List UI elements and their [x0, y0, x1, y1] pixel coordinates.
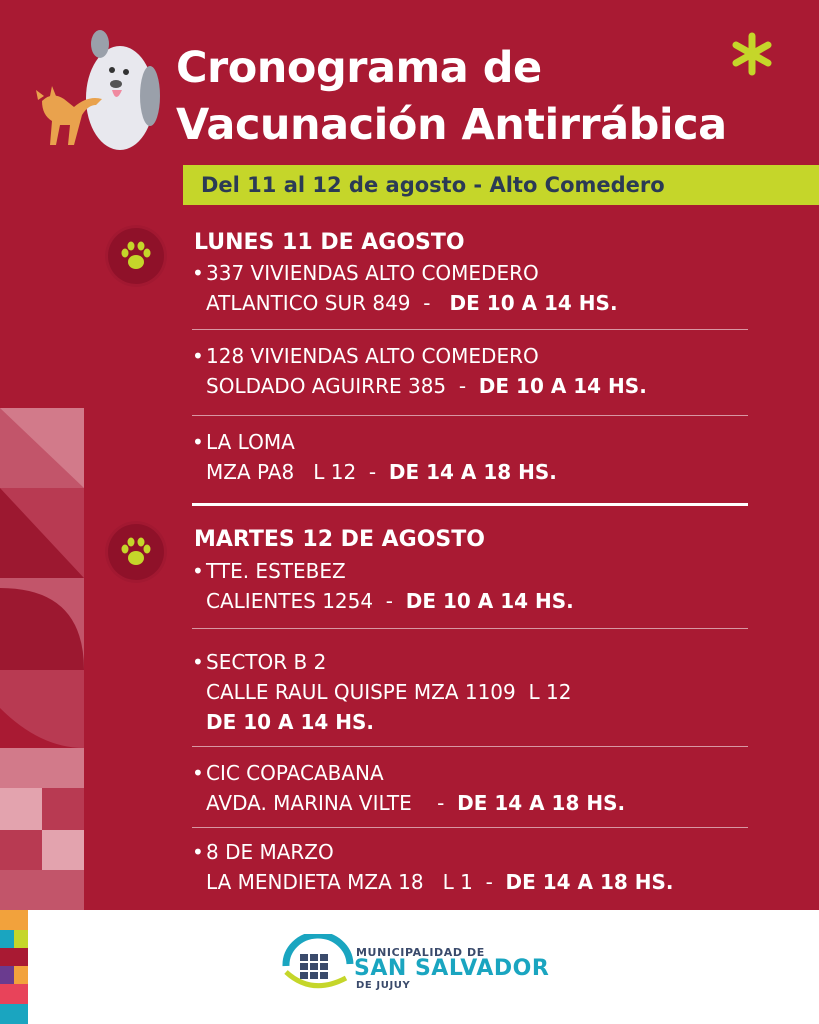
- decorative-geometric-panel: [0, 408, 84, 910]
- asterisk-icon: [728, 30, 776, 78]
- divider: [192, 415, 748, 416]
- bullet: •: [192, 344, 204, 368]
- day-divider: [192, 503, 748, 506]
- municipality-province: DE JUJUY: [356, 980, 411, 991]
- place-name: 337 VIVIENDAS ALTO COMEDERO: [206, 261, 539, 285]
- divider: [192, 827, 748, 828]
- title-line-2: Vacunación Antirrábica: [176, 100, 727, 150]
- address: SOLDADO AGUIRRE 385 -: [206, 374, 479, 398]
- municipality-name: SAN SALVADOR: [354, 956, 550, 981]
- list-item: [192, 758, 625, 818]
- day-heading-monday: LUNES 11 DE AGOSTO: [194, 230, 465, 255]
- address: CALIENTES 1254 -: [206, 589, 406, 613]
- place-name: 128 VIVIENDAS ALTO COMEDERO: [206, 344, 539, 368]
- place-name: SECTOR B 2: [206, 650, 327, 674]
- bullet: •: [192, 261, 204, 285]
- address: CALLE RAUL QUISPE MZA 1109 L 12: [206, 680, 572, 704]
- place-name: TTE. ESTEBEZ: [206, 559, 346, 583]
- hours: DE 14 A 18 HS.: [505, 870, 674, 894]
- bullet: •: [192, 650, 204, 674]
- address: ATLANTICO SUR 849 -: [206, 291, 444, 315]
- address: LA MENDIETA MZA 18 L 1 -: [206, 870, 506, 894]
- divider: [192, 329, 748, 330]
- address: MZA PA8 L 12 -: [206, 460, 389, 484]
- divider: [192, 628, 748, 629]
- place-name: CIC COPACABANA: [206, 761, 384, 785]
- list-item: [192, 258, 618, 318]
- bullet: •: [192, 430, 204, 454]
- hours: DE 14 A 18 HS.: [457, 791, 626, 815]
- bullet: •: [192, 761, 204, 785]
- decorative-footer-strip: [0, 910, 28, 1024]
- paw-icon: [108, 228, 164, 284]
- hours: DE 10 A 14 HS.: [206, 710, 374, 734]
- list-item: [192, 427, 557, 487]
- place-name: LA LOMA: [206, 430, 295, 454]
- day-heading-tuesday: MARTES 12 DE AGOSTO: [194, 527, 485, 552]
- bullet: •: [192, 840, 204, 864]
- hours: DE 10 A 14 HS.: [405, 589, 574, 613]
- page-title: [176, 40, 727, 154]
- dog-cat-illustration: [22, 26, 172, 156]
- municipal-logo-icon: [282, 934, 354, 996]
- hours: DE 10 A 14 HS.: [449, 291, 618, 315]
- municipality-label: MUNICIPALIDAD DE: [356, 946, 485, 959]
- list-item: [192, 837, 674, 897]
- hours: DE 14 A 18 HS.: [388, 460, 557, 484]
- paw-icon: [108, 524, 164, 580]
- bullet: •: [192, 559, 204, 583]
- address: AVDA. MARINA VILTE -: [206, 791, 458, 815]
- list-item: [192, 647, 571, 737]
- title-line-1: Cronograma de: [176, 43, 542, 93]
- divider: [192, 746, 748, 747]
- list-item: [192, 341, 647, 401]
- place-name: 8 DE MARZO: [206, 840, 334, 864]
- hours: DE 10 A 14 HS.: [478, 374, 647, 398]
- list-item: [192, 556, 574, 616]
- date-location-band: Del 11 al 12 de agosto - Alto Comedero: [183, 165, 819, 205]
